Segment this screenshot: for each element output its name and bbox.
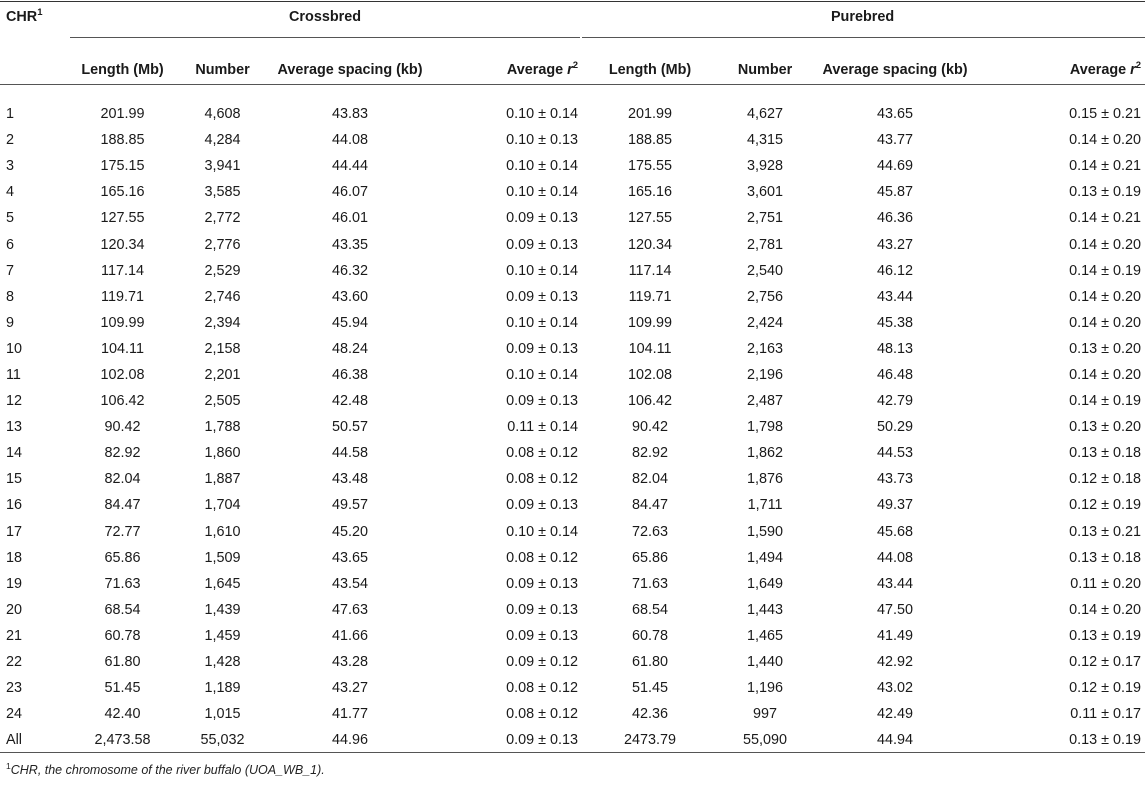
crossbred-length-cell: 2,473.58 [94, 732, 151, 749]
table-row [0, 701, 1145, 727]
purebred-length-cell: 72.63 [632, 523, 669, 540]
crossbred-spacing-cell: 43.28 [331, 654, 368, 671]
table-row [0, 205, 1145, 231]
purebred-avg-r2-cell: 0.13 ± 0.20 [1069, 340, 1142, 357]
purebred-avg-r2-cell: 0.13 ± 0.19 [1069, 184, 1142, 201]
table-row [0, 336, 1145, 362]
purebred-spacing-cell: 46.36 [877, 210, 914, 227]
table-row [0, 675, 1145, 701]
purebred-avg-r2-cell: 0.13 ± 0.21 [1069, 523, 1142, 540]
purebred-spacing-cell: 44.08 [877, 549, 914, 566]
crossbred-avg-r2-cell: 0.09 ± 0.13 [506, 627, 579, 644]
crossbred-avg-r2-cell: 0.10 ± 0.14 [506, 262, 579, 279]
crossbred-length-cell: 51.45 [104, 680, 141, 697]
purebred-number-cell: 2,540 [747, 262, 784, 279]
crossbred-spacing-cell: 46.32 [331, 262, 368, 279]
table-row [0, 362, 1145, 388]
purebred-number-cell: 2,781 [747, 236, 784, 253]
crossbred-spacing-cell: 43.48 [331, 471, 368, 488]
table-row [0, 571, 1145, 597]
purebred-number-cell: 2,487 [747, 393, 784, 410]
table-row [0, 258, 1145, 284]
table-row [0, 440, 1145, 466]
crossbred-spacing-cell: 44.58 [331, 445, 368, 462]
crossbred-number-cell: 1,459 [204, 627, 241, 644]
crossbred-length-cell: 104.11 [101, 340, 144, 357]
purebred-number-cell: 1,649 [747, 575, 784, 592]
purebred-number-cell: 1,798 [747, 419, 784, 436]
purebred-spacing-cell: 44.69 [877, 158, 914, 175]
purebred-length-header: Length (Mb) [608, 61, 692, 78]
table-row [0, 623, 1145, 649]
chr-cell: 16 [6, 497, 23, 514]
crossbred-length-cell: 201.99 [100, 106, 145, 123]
purebred-length-cell: 90.42 [632, 419, 669, 436]
purebred-spacing-cell: 42.79 [877, 393, 914, 410]
crossbred-avg-r2-cell: 0.09 ± 0.13 [506, 210, 579, 227]
purebred-avg-r2-cell: 0.11 ± 0.20 [1070, 575, 1142, 592]
crossbred-spacing-cell: 50.57 [331, 419, 368, 436]
purebred-avg-r2-cell: 0.13 ± 0.20 [1069, 419, 1142, 436]
chr-cell: 6 [6, 236, 15, 253]
crossbred-spacing-cell: 43.27 [331, 680, 368, 697]
crossbred-number-cell: 1,610 [204, 523, 241, 540]
purebred-length-cell: 71.63 [632, 575, 669, 592]
purebred-number-cell: 2,196 [747, 366, 784, 383]
table-row [0, 388, 1145, 414]
purebred-spacing-cell: 43.02 [877, 680, 914, 697]
purebred-spacing-cell: 43.65 [877, 106, 914, 123]
crossbred-length-cell: 82.04 [104, 471, 141, 488]
crossbred-avg-r2-cell: 0.09 ± 0.13 [506, 575, 579, 592]
purebred-length-cell: 119.71 [628, 288, 672, 305]
purebred-length-cell: 106.42 [628, 393, 673, 410]
chr-cell: 21 [6, 627, 23, 644]
purebred-avg-r2-cell: 0.12 ± 0.17 [1069, 654, 1142, 671]
purebred-group-rule [582, 37, 1145, 38]
crossbred-avg-r2-cell: 0.09 ± 0.12 [506, 654, 579, 671]
purebred-spacing-cell: 47.50 [877, 601, 914, 618]
table-row [0, 231, 1145, 257]
purebred-avg-r2-cell: 0.15 ± 0.21 [1069, 106, 1142, 123]
table-row [0, 519, 1145, 545]
purebred-number-cell: 997 [753, 706, 778, 723]
chr-cell: 8 [6, 288, 15, 305]
purebred-avg-r2-cell: 0.14 ± 0.20 [1069, 601, 1142, 618]
crossbred-spacing-cell: 44.08 [331, 132, 368, 149]
purebred-avg-r2-cell: 0.14 ± 0.21 [1069, 158, 1142, 175]
crossbred-spacing-cell: 46.38 [331, 366, 368, 383]
crossbred-number-cell: 2,394 [204, 314, 241, 331]
crossbred-avg-r2-cell: 0.08 ± 0.12 [506, 471, 579, 488]
crossbred-avg-r2-cell: 0.09 ± 0.13 [506, 497, 579, 514]
purebred-avg-r2-cell: 0.14 ± 0.20 [1069, 288, 1142, 305]
purebred-number-cell: 3,928 [747, 158, 784, 175]
crossbred-length-cell: 65.86 [104, 549, 141, 566]
purebred-spacing-cell: 50.29 [877, 419, 914, 436]
crossbred-avg-r2-cell: 0.08 ± 0.12 [506, 549, 579, 566]
crossbred-length-cell: 68.54 [104, 601, 141, 618]
crossbred-length-cell: 117.14 [101, 262, 144, 279]
purebred-length-cell: 109.99 [628, 314, 673, 331]
crossbred-length-cell: 165.16 [100, 184, 145, 201]
crossbred-group-header: Crossbred [289, 9, 362, 25]
purebred-avg-r2-cell: 0.14 ± 0.20 [1069, 314, 1142, 331]
purebred-number-cell: 2,163 [747, 340, 784, 357]
purebred-number-cell: 1,196 [747, 680, 784, 697]
purebred-avg-r2-cell: 0.14 ± 0.19 [1069, 393, 1142, 410]
chr-cell: 7 [6, 262, 15, 279]
crossbred-number-cell: 3,941 [204, 158, 241, 175]
crossbred-number-cell: 2,201 [204, 366, 241, 383]
purebred-number-cell: 1,862 [747, 445, 784, 462]
top-rule [0, 1, 1145, 2]
crossbred-length-cell: 127.55 [100, 210, 145, 227]
purebred-spacing-cell: 43.44 [877, 575, 914, 592]
purebred-avg-r2-cell: 0.13 ± 0.19 [1069, 627, 1142, 644]
purebred-spacing-cell: 49.37 [877, 497, 914, 514]
purebred-spacing-header: Average spacing (kb) [822, 61, 968, 78]
table-row [0, 310, 1145, 336]
purebred-length-cell: 60.78 [632, 627, 669, 644]
crossbred-spacing-cell: 42.48 [331, 393, 368, 410]
crossbred-number-cell: 1,015 [204, 706, 241, 723]
purebred-avg-r2-cell: 0.12 ± 0.19 [1069, 680, 1142, 697]
crossbred-length-cell: 106.42 [100, 393, 145, 410]
crossbred-number-cell: 3,585 [204, 184, 241, 201]
crossbred-length-cell: 72.77 [104, 523, 141, 540]
purebred-length-cell: 102.08 [628, 366, 673, 383]
chr-cell: 23 [6, 680, 23, 697]
purebred-length-cell: 165.16 [628, 184, 673, 201]
crossbred-spacing-cell: 45.94 [331, 314, 368, 331]
purebred-spacing-cell: 46.12 [877, 262, 914, 279]
table-row [0, 649, 1145, 675]
chr-cell: 17 [6, 523, 23, 540]
purebred-spacing-cell: 44.53 [877, 445, 914, 462]
purebred-length-cell: 104.11 [628, 340, 672, 357]
purebred-spacing-cell: 43.44 [877, 288, 914, 305]
crossbred-spacing-cell: 46.07 [331, 184, 368, 201]
chr-header-spacer [0, 46, 70, 93]
crossbred-number-cell: 55,032 [200, 732, 245, 749]
crossbred-number-cell: 1,704 [204, 497, 241, 514]
table-body [0, 93, 1145, 753]
purebred-number-cell: 1,494 [747, 549, 784, 566]
purebred-spacing-cell: 45.68 [877, 523, 914, 540]
crossbred-number-cell: 1,509 [204, 549, 241, 566]
table-row [0, 492, 1145, 518]
crossbred-length-cell: 42.40 [104, 706, 141, 723]
chr-header: CHR$^1$ [6, 7, 43, 25]
crossbred-number-cell: 1,189 [204, 680, 241, 697]
crossbred-length-cell: 188.85 [100, 132, 145, 149]
crossbred-avg-r2-cell: 0.10 ± 0.14 [506, 523, 579, 540]
purebred-avg-r2-cell: 0.14 ± 0.20 [1069, 236, 1142, 253]
crossbred-length-cell: 119.71 [101, 288, 144, 305]
crossbred-number-cell: 2,776 [204, 236, 241, 253]
purebred-avg-r2-cell: 0.13 ± 0.18 [1069, 445, 1142, 462]
purebred-avg-r2-cell: 0.14 ± 0.19 [1069, 262, 1142, 279]
crossbred-number-header: Number [195, 61, 250, 78]
purebred-avg-r2-header: Average $r^2$ [1069, 59, 1142, 78]
purebred-spacing-cell: 43.77 [877, 132, 914, 149]
crossbred-spacing-cell: 41.77 [331, 706, 368, 723]
crossbred-avg-r2-cell: 0.09 ± 0.13 [506, 601, 579, 618]
crossbred-number-cell: 1,860 [204, 445, 241, 462]
purebred-length-cell: 120.34 [628, 236, 673, 253]
chr-cell: 18 [6, 549, 23, 566]
purebred-group-header: Purebred [830, 9, 895, 25]
crossbred-number-cell: 2,746 [204, 288, 241, 305]
table-footnote: $^1$CHR, the chromosome of the river buffalo (UOA_WB_1). [6, 760, 325, 777]
purebred-number-cell: 4,627 [747, 106, 784, 123]
purebred-number-cell: 3,601 [747, 184, 784, 201]
crossbred-spacing-header: Average spacing (kb) [277, 61, 423, 78]
purebred-avg-r2-cell: 0.13 ± 0.19 [1069, 732, 1142, 749]
crossbred-number-cell: 2,529 [204, 262, 241, 279]
crossbred-avg-r2-header: Average $r^2$ [506, 59, 579, 78]
purebred-length-cell: 201.99 [628, 106, 673, 123]
purebred-length-cell: 68.54 [632, 601, 669, 618]
purebred-number-cell: 1,711 [747, 497, 783, 514]
purebred-length-cell: 82.92 [632, 445, 669, 462]
crossbred-avg-r2-cell: 0.10 ± 0.14 [506, 158, 579, 175]
chr-cell: 11 [6, 366, 21, 383]
table-row [0, 153, 1145, 179]
purebred-number-cell: 1,465 [747, 627, 784, 644]
purebred-spacing-cell: 42.49 [877, 706, 914, 723]
crossbred-spacing-cell: 49.57 [331, 497, 368, 514]
table-row [0, 414, 1145, 440]
crossbred-length-cell: 109.99 [100, 314, 145, 331]
purebred-avg-r2-cell: 0.11 ± 0.17 [1070, 706, 1142, 723]
crossbred-spacing-cell: 44.44 [331, 158, 368, 175]
purebred-spacing-cell: 42.92 [877, 654, 914, 671]
purebred-number-cell: 2,751 [747, 210, 784, 227]
crossbred-avg-r2-cell: 0.09 ± 0.13 [506, 393, 579, 410]
chr-cell: 12 [6, 393, 23, 410]
purebred-length-cell: 51.45 [632, 680, 669, 697]
purebred-spacing-cell: 43.27 [877, 236, 914, 253]
crossbred-avg-r2-cell: 0.10 ± 0.14 [506, 106, 579, 123]
purebred-spacing-cell: 46.48 [877, 366, 914, 383]
crossbred-length-cell: 61.80 [104, 654, 141, 671]
table-row [0, 127, 1145, 153]
table-row [0, 466, 1145, 492]
crossbred-number-cell: 1,887 [204, 471, 241, 488]
purebred-spacing-cell: 45.87 [877, 184, 914, 201]
crossbred-spacing-cell: 47.63 [331, 601, 368, 618]
purebred-avg-r2-cell: 0.14 ± 0.20 [1069, 366, 1142, 383]
purebred-number-cell: 2,424 [747, 314, 784, 331]
purebred-avg-r2-cell: 0.14 ± 0.20 [1069, 132, 1142, 149]
purebred-number-header: Number [737, 61, 793, 78]
crossbred-avg-r2-cell: 0.10 ± 0.14 [506, 366, 579, 383]
crossbred-avg-r2-cell: 0.10 ± 0.14 [506, 184, 579, 201]
purebred-length-cell: 61.80 [632, 654, 669, 671]
crossbred-number-cell: 2,158 [204, 340, 241, 357]
purebred-spacing-cell: 48.13 [877, 340, 914, 357]
crossbred-number-cell: 1,428 [204, 654, 241, 671]
crossbred-spacing-cell: 43.65 [331, 549, 368, 566]
purebred-number-cell: 1,590 [747, 523, 784, 540]
crossbred-spacing-cell: 41.66 [331, 627, 368, 644]
chr-cell: 1 [6, 106, 15, 123]
crossbred-spacing-cell: 46.01 [331, 210, 368, 227]
crossbred-avg-r2-cell: 0.09 ± 0.13 [506, 236, 579, 253]
crossbred-avg-r2-cell: 0.08 ± 0.12 [506, 706, 579, 723]
purebred-avg-r2-cell: 0.12 ± 0.18 [1069, 471, 1142, 488]
purebred-length-cell: 42.36 [632, 706, 669, 723]
chr-cell: 2 [6, 132, 15, 149]
chr-cell: 3 [6, 158, 15, 175]
crossbred-length-cell: 175.15 [100, 158, 145, 175]
crossbred-number-cell: 4,608 [204, 106, 241, 123]
chr-cell: 14 [6, 445, 23, 462]
purebred-avg-r2-cell: 0.13 ± 0.18 [1069, 549, 1142, 566]
chr-cell: All [6, 732, 22, 749]
crossbred-length-cell: 90.42 [104, 419, 141, 436]
purebred-spacing-cell: 43.73 [877, 471, 914, 488]
table-row [0, 179, 1145, 205]
crossbred-avg-r2-cell: 0.09 ± 0.13 [506, 732, 579, 749]
crossbred-length-cell: 102.08 [100, 366, 145, 383]
purebred-length-cell: 175.55 [628, 158, 673, 175]
purebred-avg-r2-cell: 0.12 ± 0.19 [1069, 497, 1142, 514]
table-row [0, 597, 1145, 623]
crossbred-length-cell: 60.78 [104, 627, 141, 644]
purebred-number-cell: 2,756 [747, 288, 784, 305]
table-bottom-rule [0, 752, 1145, 753]
purebred-length-cell: 82.04 [632, 471, 669, 488]
crossbred-spacing-cell: 43.60 [331, 288, 368, 305]
crossbred-number-cell: 2,772 [204, 210, 241, 227]
crossbred-spacing-cell: 43.54 [331, 575, 368, 592]
purebred-number-cell: 1,443 [747, 601, 784, 618]
purebred-number-cell: 55,090 [743, 732, 788, 749]
table-row [0, 284, 1145, 310]
purebred-number-cell: 1,876 [747, 471, 784, 488]
crossbred-length-cell: 120.34 [100, 236, 145, 253]
crossbred-number-cell: 4,284 [204, 132, 241, 149]
crossbred-length-cell: 84.47 [104, 497, 141, 514]
crossbred-avg-r2-cell: 0.10 ± 0.14 [506, 314, 579, 331]
crossbred-avg-r2-cell: 0.09 ± 0.13 [506, 288, 579, 305]
purebred-number-cell: 1,440 [747, 654, 784, 671]
chr-cell: 13 [6, 419, 23, 436]
purebred-length-cell: 65.86 [632, 549, 669, 566]
crossbred-length-header: Length (Mb) [81, 61, 164, 78]
purebred-length-cell: 127.55 [628, 210, 673, 227]
crossbred-spacing-cell: 48.24 [331, 340, 368, 357]
crossbred-length-cell: 71.63 [104, 575, 141, 592]
crossbred-avg-r2-cell: 0.10 ± 0.13 [506, 132, 579, 149]
crossbred-avg-r2-cell: 0.11 ± 0.14 [507, 419, 579, 436]
chr-cell: 5 [6, 210, 15, 227]
group-header-row [0, 0, 1145, 46]
crossbred-spacing-cell: 43.83 [331, 106, 368, 123]
chr-cell: 10 [6, 340, 23, 357]
crossbred-number-cell: 1,439 [204, 601, 241, 618]
chr-cell: 20 [6, 601, 23, 618]
purebred-number-cell: 4,315 [747, 132, 784, 149]
crossbred-avg-r2-cell: 0.08 ± 0.12 [506, 445, 579, 462]
chr-cell: 4 [6, 184, 15, 201]
crossbred-spacing-cell: 44.96 [331, 732, 368, 749]
purebred-length-cell: 84.47 [632, 497, 669, 514]
purebred-spacing-cell: 44.94 [877, 732, 914, 749]
purebred-length-cell: 117.14 [628, 262, 672, 279]
purebred-spacing-cell: 45.38 [877, 314, 914, 331]
purebred-spacing-cell: 41.49 [877, 627, 914, 644]
chr-cell: 19 [6, 575, 23, 592]
crossbred-group-rule [70, 37, 580, 38]
purebred-length-cell: 2473.79 [624, 732, 677, 749]
chr-cell: 24 [6, 706, 23, 723]
crossbred-length-cell: 82.92 [104, 445, 141, 462]
table-row [0, 545, 1145, 571]
chr-cell: 9 [6, 314, 15, 331]
crossbred-number-cell: 1,645 [204, 575, 241, 592]
purebred-avg-r2-cell: 0.14 ± 0.21 [1069, 210, 1142, 227]
purebred-length-cell: 188.85 [628, 132, 673, 149]
crossbred-number-cell: 2,505 [204, 393, 241, 410]
table-row [0, 93, 1145, 127]
crossbred-spacing-cell: 45.20 [331, 523, 368, 540]
header-bottom-rule [0, 84, 1145, 85]
crossbred-avg-r2-cell: 0.09 ± 0.13 [506, 340, 579, 357]
chr-cell: 22 [6, 654, 23, 671]
chr-cell: 15 [6, 471, 23, 488]
crossbred-avg-r2-cell: 0.08 ± 0.12 [506, 680, 579, 697]
crossbred-number-cell: 1,788 [204, 419, 241, 436]
crossbred-spacing-cell: 43.35 [331, 236, 368, 253]
column-header-row [0, 46, 1145, 93]
table-row [0, 727, 1145, 753]
